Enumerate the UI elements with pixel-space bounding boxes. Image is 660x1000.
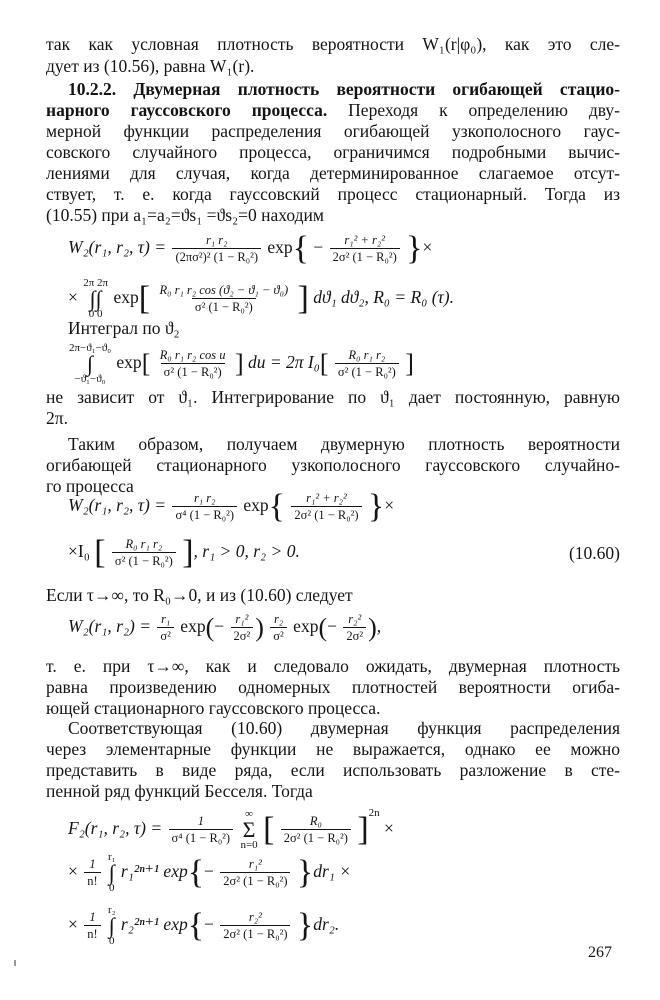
text-line: го процесса: [46, 476, 134, 496]
text-line: ствует, т. е. когда гауссовский процесс стационарный. Тогда из: [46, 184, 620, 204]
fraction: $\frac{\text{R₀ r₁ r₂}}{\text{σ² (1 − R₀²)}}$: [335, 348, 399, 380]
eq-tail: dr₂.: [313, 914, 340, 935]
fraction: $\frac{\text{R₀}}{\text{2σ² (1 − R₀²)}}$: [281, 814, 351, 846]
exp-label: exp: [113, 287, 139, 308]
text-line: т. е. при τ→∞, как и следовало ожидать, двумерная плотность: [46, 656, 620, 676]
integrand: r₁²ⁿ⁺¹ exp: [120, 861, 188, 882]
integral: 2π−ϑ₁−ϑ₀ ∫ −ϑ₁−ϑ₀: [69, 342, 112, 385]
text-line: лениями для случая, когда детерминированное слагаемое отсут-: [46, 163, 620, 183]
exp-label: exp: [243, 495, 269, 516]
fraction: $\frac{\text{R₀ r₁ r₂ cos (ϑ₂ − ϑ₁ − ϑ₀)}}{\text{σ² (1 − R₀²)}}$: [159, 283, 289, 314]
section-title-cont: нарного гауссовского процесса.: [46, 100, 328, 120]
text-line: Интеграл по ϑ₂: [68, 318, 180, 338]
section-heading-line: [46, 100, 620, 121]
eq-lhs: W₂(r₁, r₂, τ) =: [68, 495, 167, 516]
times-sign: ×: [384, 818, 394, 838]
fraction: $\frac{\text{R₀ r₁ r₂ cos u}}{\text{σ² (1 − R₀²)}}$: [159, 348, 226, 379]
bessel-lead: ×I₀: [68, 541, 90, 562]
equation-5-line-2: × $\frac{1}{n!}$ r₁ ∫ 0 r₁²ⁿ⁺¹ exp{− $\frac{\text{r₁²}}{\text{2σ² (1 − R₀²)}}$ }dr₁ ×: [68, 851, 352, 894]
exp-label: exp: [180, 616, 206, 637]
fraction: $\frac{1}{n!}$: [84, 910, 100, 942]
text-line: мерной функции распределения огибающей узкополосного гаус-: [46, 121, 620, 141]
times-sign: ×: [68, 287, 78, 308]
text-line: 2π.: [46, 408, 68, 428]
text-line: представить в виде ряда, если использовать разложение в сте-: [46, 760, 620, 780]
text-line: ющей стационарного гауссовского процесса.: [46, 698, 381, 718]
exp-label: exp: [293, 616, 319, 637]
eq-tail: dr₁ ×: [313, 861, 352, 882]
text-line: (10.55) при a₁=a₂=ϑs₁ =ϑs₂=0 находим: [46, 205, 324, 225]
fraction: $\frac{\text{r₁ r₂}}{\text{σ⁴ (1 − R₀²)}}$: [172, 491, 237, 523]
page-number: 267: [588, 944, 612, 961]
equation-2: 2π−ϑ₁−ϑ₀ ∫ −ϑ₁−ϑ₀ exp[ $\frac{\text{R₀ r₁ r₂ cos u}}{\text{σ² (1 − R₀²)}}$ ] du = 2π I₀[ $\frac{\text{R₀ r₁ r₂}}{\text{σ² (1 − R₀²)}}$ ]: [69, 342, 414, 385]
equation-1-line-2: × 2π 2π ∫∫ 0 0 exp[ $\frac{\text{R₀ r₁ r₂ cos (ϑ₂ − ϑ₁ − ϑ₀)}}{\text{σ² (1 − R₀²)}}$ ] dϑ₁ dϑ₂, R₀ = R₀ (τ).: [68, 277, 454, 320]
text-line: дует из (10.56), равна W₁(r).: [46, 56, 255, 76]
exp-label: exp: [116, 352, 142, 373]
text-line: Если τ→∞, то R₀→0, и из (10.60) следует: [46, 585, 353, 605]
integral: r₁ ∫ 0: [108, 851, 116, 894]
fraction: $\frac{\text{r₁² + r₂²}}{\text{2σ² (1 − R₀²)}}$: [291, 491, 361, 523]
section-title: Двумерная плотность вероятности огибающей стацио-: [133, 79, 620, 99]
eq-lhs: W₂(r₁, r₂, τ) =: [68, 237, 167, 258]
eq-tail: dϑ₁ dϑ₂, R₀ = R₀ (τ).: [313, 287, 454, 308]
text-line: Соответствующая (10.60) двумерная функция распределения: [68, 718, 620, 738]
text-line: пенной ряд функций Бесселя. Тогда: [46, 781, 313, 801]
text-line: равна произведению одномерных плотностей вероятности огиба-: [46, 677, 620, 697]
equation-5-line-1: F₂(r₁, r₂, τ) = $\frac{1}{\text{σ⁴ (1 − R₀²)}}$ ∞ Σ n=0 [ $\frac{\text{R₀}}{\text{2σ² (1 − R₀²)}}$ ]$^{2n}$ ×: [68, 807, 394, 851]
fraction: $\frac{\text{r₂²}}{\text{2σ² (1 − R₀²)}}$: [220, 910, 290, 942]
fraction: $\frac{\text{R₀ r₁ r₂}}{\text{σ² (1 − R₀²)}}$: [112, 537, 176, 569]
double-integral: 2π 2π ∫∫ 0 0: [83, 277, 109, 320]
text-span: Переходя к определению дву-: [348, 100, 621, 120]
section-heading-line: [46, 79, 620, 100]
text-line: не зависит от ϑ₁. Интегрирование по ϑ₁ дает постоянную, равную: [46, 387, 620, 407]
fraction: $\frac{\text{r₂}}{\text{σ²}}$: [270, 612, 287, 644]
equation-number: (10.60): [568, 543, 620, 563]
integral: r₂ ∫ 0: [108, 904, 116, 947]
equation-1-line-1: W₂(r₁, r₂, τ) = $\frac{\text{r₁ r₂}}{\text{(2πσ²)² (1 − R₀²)}}$ exp{ − $\frac{\text{r₁² + r₂²}}{\text{2σ² (1 − R₀²)}}$ }×: [68, 230, 433, 267]
times-sign: ×: [68, 914, 78, 935]
times-sign: ×: [68, 861, 78, 882]
eq-mid: du = 2π I₀: [247, 352, 320, 373]
fraction: $\frac{\text{r₁² + r₂²}}{\text{2σ² (1 − R₀²)}}$: [330, 233, 400, 265]
fraction: $\frac{\text{r₁²}}{\text{2σ²}}$: [231, 612, 254, 644]
text-line: Таким образом, получаем двумерную плотность вероятности: [68, 434, 620, 454]
times-sign: ×: [384, 495, 395, 516]
text-line: совского случайного процесса, ограничимся подробными вычис-: [46, 142, 620, 162]
equation-3-line-2: ×I₀ [ $\frac{\text{R₀ r₁ r₂}}{\text{σ² (1 − R₀²)}}$ ], r₁ > 0, r₂ > 0.: [68, 534, 300, 571]
sum-symbol: ∞ Σ n=0: [240, 807, 258, 851]
equation-3-line-1: W₂(r₁, r₂, τ) = $\frac{\text{r₁ r₂}}{\text{σ⁴ (1 − R₀²)}}$ exp{ $\frac{\text{r₁² + r₂²}}{\text{2σ² (1 − R₀²)}}$ }×: [68, 488, 395, 525]
fraction: $\frac{\text{r₁}}{\text{σ²}}$: [157, 612, 174, 644]
equation-5-line-3: × $\frac{1}{n!}$ r₂ ∫ 0 r₂²ⁿ⁺¹ exp{− $\frac{\text{r₂²}}{\text{2σ² (1 − R₀²)}}$ }dr₂.: [68, 904, 340, 947]
text-line: огибающей стационарного узкополосного гауссовского случайно-: [46, 455, 620, 475]
fraction: $\frac{\text{r₂²}}{\text{2σ²}}$: [343, 612, 366, 644]
times-sign: ×: [422, 237, 433, 258]
fraction: $\frac{1}{\text{σ⁴ (1 − R₀²)}}$: [169, 814, 234, 846]
fraction: $\frac{1}{n!}$: [84, 857, 100, 889]
fraction: $\frac{\text{r₁ r₂}}{\text{(2πσ²)² (1 − R₀²)}}$: [172, 233, 261, 265]
eq-lhs: W₂(r₁, r₂) =: [68, 616, 152, 637]
scan-mark: [14, 960, 16, 966]
fraction: $\frac{\text{r₁²}}{\text{2σ² (1 − R₀²)}}$: [220, 857, 290, 889]
exp-label: exp: [267, 237, 293, 258]
equation-4: W₂(r₁, r₂) = $\frac{\text{r₁}}{\text{σ²}}$ exp(− $\frac{\text{r₁²}}{\text{2σ²}}$ ) $\frac{\text{r₂}}{\text{σ²}}$ exp(− $\frac{\text{r₂²}}{\text{2σ²}}$ ),: [68, 612, 382, 643]
section-number: 10.2.2.: [68, 79, 117, 99]
text-line: так как условная плотность вероятности W₁(r|φ₀), как это сле-: [46, 34, 620, 54]
eq-lhs: F₂(r₁, r₂, τ) =: [68, 818, 163, 838]
exponent: 2n: [368, 807, 380, 819]
text-line: через элементарные функции не выражается, однако ее можно: [46, 739, 620, 759]
eq-condition: , r₁ > 0, r₂ > 0.: [193, 541, 300, 562]
integrand: r₂²ⁿ⁺¹ exp: [120, 914, 188, 935]
